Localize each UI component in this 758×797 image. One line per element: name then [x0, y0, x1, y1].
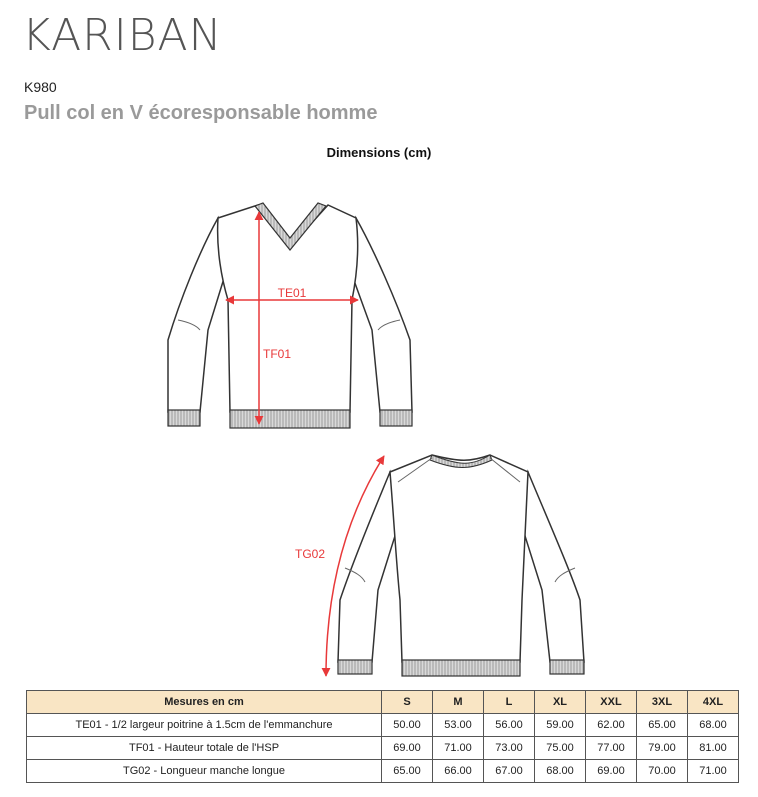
- table-cell: 73.00: [484, 737, 535, 760]
- header-size: 3XL: [637, 691, 688, 714]
- table-cell: 81.00: [688, 737, 739, 760]
- row-label: TG02 - Longueur manche longue: [27, 760, 382, 783]
- table-cell: 69.00: [586, 760, 637, 783]
- brand-logo: KARIBAN: [22, 10, 223, 61]
- header-measures: Mesures en cm: [27, 691, 382, 714]
- table-cell: 71.00: [433, 737, 484, 760]
- table-cell: 59.00: [535, 714, 586, 737]
- table-row: [27, 737, 739, 760]
- dimensions-title: Dimensions (cm): [326, 145, 432, 160]
- chest-label: TE01: [277, 286, 307, 300]
- header-size: XL: [535, 691, 586, 714]
- table-cell: 75.00: [535, 737, 586, 760]
- table-cell: 65.00: [382, 760, 433, 783]
- height-label: TF01: [262, 347, 292, 361]
- row-label: TE01 - 1/2 largeur poitrine à 1.5cm de l'emmanchure: [27, 714, 382, 737]
- table-cell: 69.00: [382, 737, 433, 760]
- header-size: S: [382, 691, 433, 714]
- header-size: M: [433, 691, 484, 714]
- table-cell: 56.00: [484, 714, 535, 737]
- front-sweater: [168, 203, 412, 428]
- table-cell: 50.00: [382, 714, 433, 737]
- table-cell: 67.00: [484, 760, 535, 783]
- table-cell: 65.00: [637, 714, 688, 737]
- table-cell: 79.00: [637, 737, 688, 760]
- header-size: L: [484, 691, 535, 714]
- table-cell: 70.00: [637, 760, 688, 783]
- table-cell: 66.00: [433, 760, 484, 783]
- table-cell: 53.00: [433, 714, 484, 737]
- product-title: Pull col en V écoresponsable homme: [24, 102, 378, 124]
- header-size: XXL: [586, 691, 637, 714]
- table-row: [27, 714, 739, 737]
- product-reference: K980: [24, 79, 57, 95]
- table-row: [27, 760, 739, 783]
- header-size: 4XL: [688, 691, 739, 714]
- table-cell: 68.00: [535, 760, 586, 783]
- row-label: TF01 - Hauteur totale de l'HSP: [27, 737, 382, 760]
- table-cell: 71.00: [688, 760, 739, 783]
- sleeve-label: TG02: [294, 547, 326, 561]
- table-cell: 77.00: [586, 737, 637, 760]
- table-cell: 68.00: [688, 714, 739, 737]
- back-sweater: [338, 455, 584, 676]
- table-header-row: [27, 691, 739, 714]
- table-cell: 62.00: [586, 714, 637, 737]
- size-table: [26, 690, 739, 783]
